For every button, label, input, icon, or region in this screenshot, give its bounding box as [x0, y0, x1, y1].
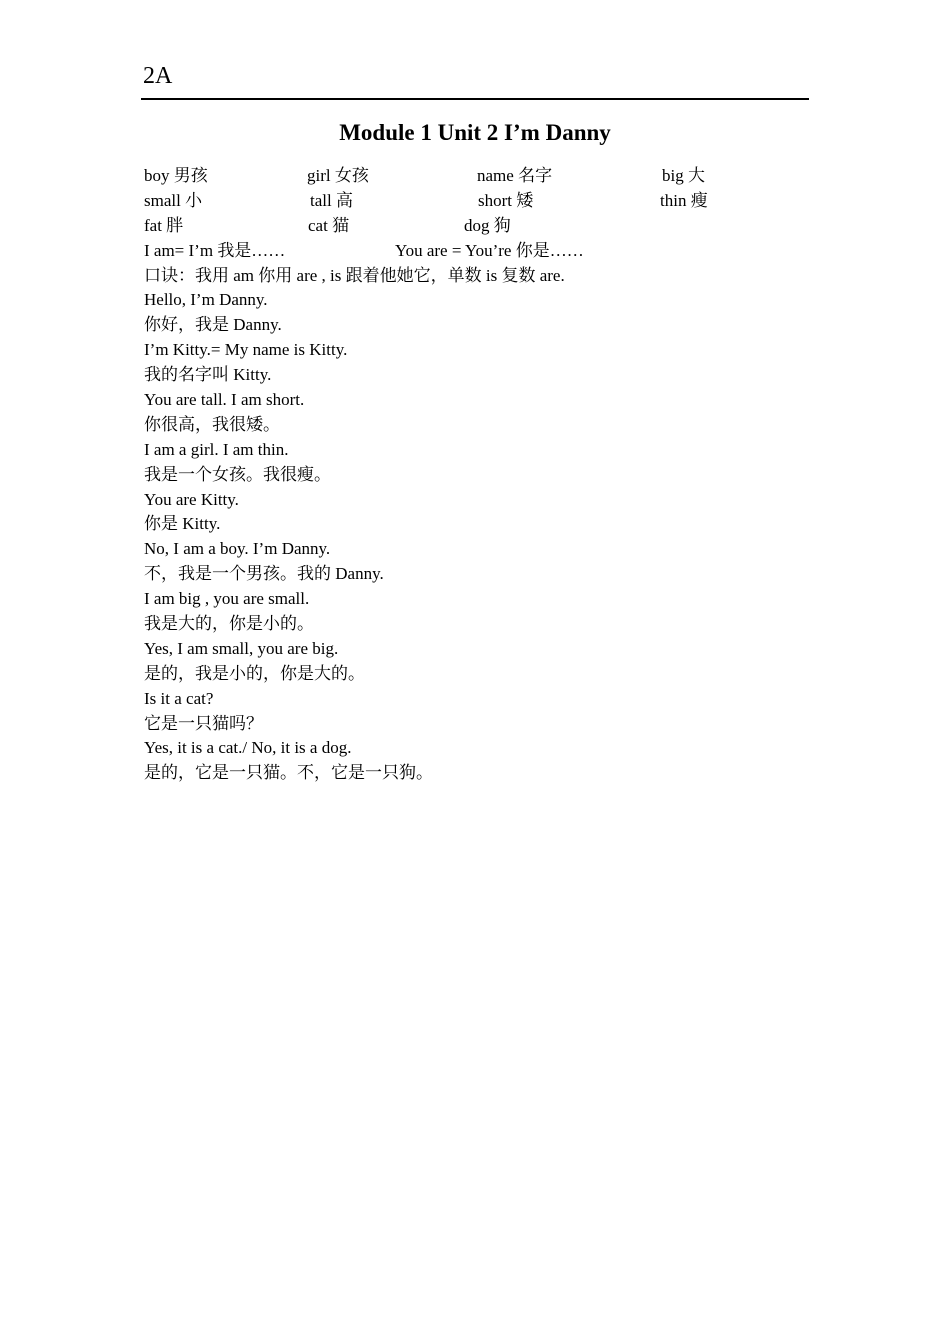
text-line: 你很高，我很矮。 — [144, 414, 280, 434]
vocab-item: boy 男孩 — [144, 166, 208, 185]
vocab-item: tall 高 — [310, 190, 353, 210]
vocab-item: thin 瘦 — [660, 190, 708, 210]
text-line: 我的名字叫 Kitty. — [144, 365, 272, 385]
vocab-item: short 矮 — [478, 190, 534, 210]
text-line: 口诀：我用 am 你用 are , is 跟着他她它，单数 is 复数 are. — [144, 265, 565, 285]
text-line: 是的，它是一只猫。不，它是一只狗。 — [144, 763, 433, 783]
vocab-item: cat 猫 — [308, 215, 350, 235]
text-line: 你好，我是 Danny. — [144, 315, 282, 335]
vocab-item: name 名字 — [477, 166, 553, 185]
vocab-row — [144, 214, 824, 239]
contraction-item: I am= I’m 我是…… — [144, 240, 286, 260]
vocab-item: big 大 — [662, 166, 705, 185]
text-line: Yes, I am small, you are big. — [144, 638, 339, 658]
contraction-row — [144, 239, 824, 264]
vocab-item: fat 胖 — [144, 215, 184, 235]
header-divider — [141, 98, 809, 100]
vocab-row — [144, 164, 824, 189]
vocab-item: dog 狗 — [464, 215, 511, 235]
text-line: You are tall. I am short. — [144, 390, 305, 410]
text-line: Yes, it is a cat./ No, it is a dog. — [144, 738, 352, 758]
text-line: 它是一只猫吗？ — [144, 713, 263, 733]
text-line: 我是大的，你是小的。 — [144, 614, 314, 634]
text-line: I am a girl. I am thin. — [144, 439, 289, 459]
text-line: I am big , you are small. — [144, 589, 310, 609]
text-line: You are Kitty. — [144, 489, 239, 509]
document-body — [144, 164, 824, 786]
text-line: I’m Kitty.= My name is Kitty. — [144, 340, 348, 360]
text-line: 是的，我是小的，你是大的。 — [144, 663, 365, 683]
text-line: 不，我是一个男孩。我的 Danny. — [144, 564, 384, 584]
text-line: Is it a cat? — [144, 688, 214, 708]
text-line: 你是 Kitty. — [144, 514, 221, 534]
vocab-row — [144, 189, 824, 214]
text-line: No, I am a boy. I’m Danny. — [144, 539, 331, 559]
text-line: 我是一个女孩。我很瘦。 — [144, 464, 331, 484]
header-label: 2A — [143, 63, 173, 89]
page-title: Module 1 Unit 2 I’m Danny — [339, 120, 611, 145]
vocab-item: small 小 — [144, 190, 203, 210]
contraction-item: You are = You’re 你是…… — [395, 240, 584, 260]
vocab-item: girl 女孩 — [307, 166, 369, 185]
text-line: Hello, I’m Danny. — [144, 290, 268, 310]
